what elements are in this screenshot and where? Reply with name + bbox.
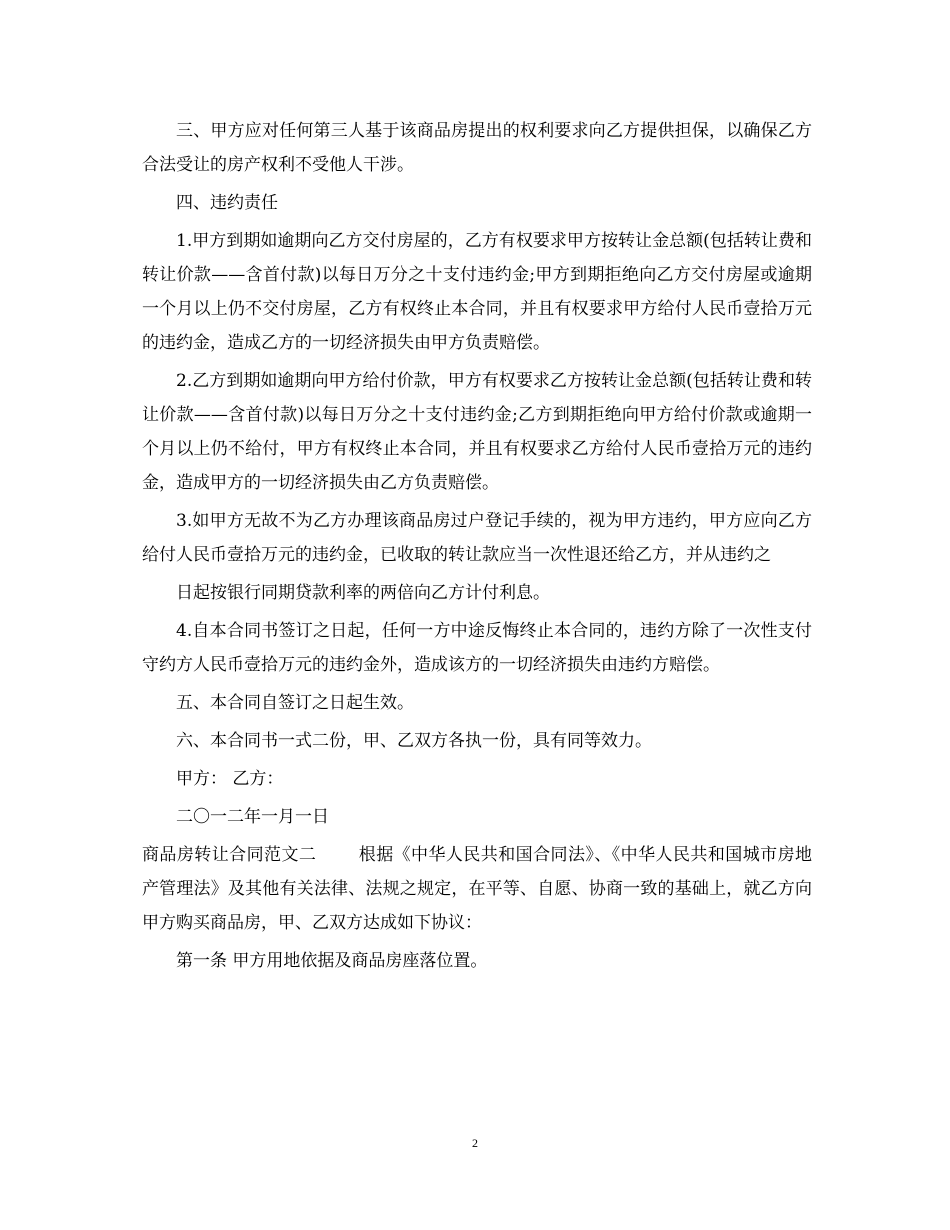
document-body [142, 114, 812, 982]
paragraph-clause-4: 4.自本合同书签订之日起，任何一方中途反悔终止本合同的，违约方除了一次性支付守约方人民币壹拾万元的违约金外，造成该方的一切经济损失由违约方赔偿。 [142, 621, 812, 675]
paragraph-guarantee: 三、甲方应对任何第三人基于该商品房提出的权利要求向乙方提供担保，以确保乙方合法受让的房产权利不受他人干涉。 [142, 121, 812, 175]
paragraph-date: 二〇一二年一月一日 [176, 807, 329, 827]
section-title: 商品房转让合同范文二 [142, 845, 317, 865]
paragraph-article-1: 第一条 甲方用地依据及商品房座落位置。 [176, 951, 488, 971]
paragraph-clause-1: 1.甲方到期如逾期向乙方交付房屋的，乙方有权要求甲方按转让金总额(包括转让费和转让价款——含首付款)以每日万分之十支付违约金;甲方到期拒绝向乙方交付房屋或逾期一个月以上仍不交付房屋，乙方有权终止本合同，并且有权要求甲方给付人民币壹拾万元的违约金，造成乙方的一切经济损失由甲方负责赔偿。 [142, 231, 812, 353]
paragraph-parties: 甲方： 乙方： [176, 769, 284, 789]
paragraph-clause-2: 2.乙方到期如逾期向甲方给付价款，甲方有权要求乙方按转让金总额(包括转让费和转让价款——含首付款)以每日万分之十支付违约金;乙方到期拒绝向甲方给付价款或逾期一个月以上仍不给付，甲方有权终止本合同，并且有权要求乙方给付人民币壹拾万元的违约金，造成甲方的一切经济损失由乙方负责赔偿。 [142, 371, 812, 493]
paragraph-section-two [142, 838, 812, 940]
paragraph-effective: 五、本合同自签订之日起生效。 [176, 693, 414, 713]
paragraph-clause-3-continued: 日起按银行同期贷款利率的两倍向乙方计付利息。 [176, 583, 550, 603]
page-number: 2 [472, 1136, 478, 1150]
section-body: 根据《中华人民共和国合同法》、《中华人民共和国城市房地产管理法》及其他有关法律、法规之规定，在平等、自愿、协商一致的基础上，就乙方向甲方购买商品房，甲、乙双方达成如下协议： [142, 845, 813, 933]
paragraph-clause-3: 3.如甲方无故不为乙方办理该商品房过户登记手续的，视为甲方违约，甲方应向乙方给付人民币壹拾万元的违约金，已收取的转让款应当一次性退还给乙方，并从违约之 [142, 511, 812, 565]
paragraph-copies: 六、本合同书一式二份，甲、乙双方各执一份，具有同等效力。 [176, 731, 652, 751]
heading-breach-liability: 四、违约责任 [176, 193, 278, 213]
